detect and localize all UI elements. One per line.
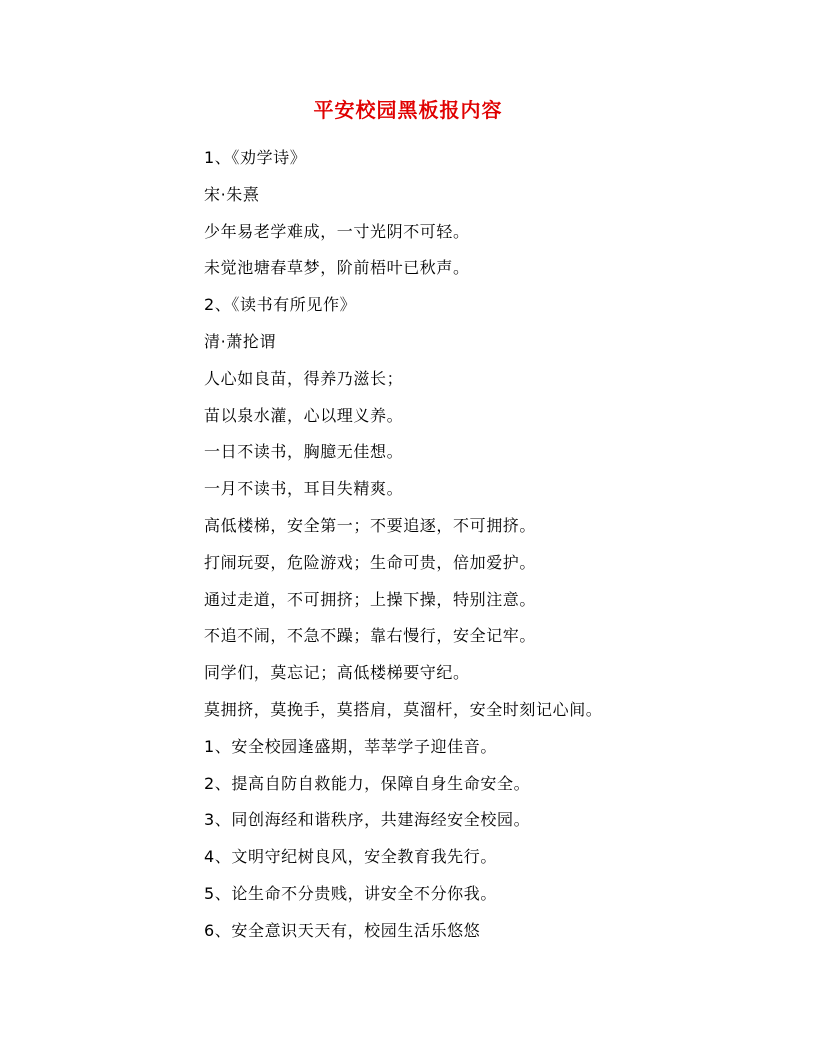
- text-line: 2、《读书有所见作》: [204, 295, 357, 315]
- text-line: 2、提高自防自救能力，保障自身生命安全。: [204, 773, 531, 793]
- document-body: [204, 140, 784, 950]
- text-line: 人心如良苗，得养乃滋长；: [204, 368, 404, 388]
- text-line: 3、同创海经和谐秩序，共建海经安全校园。: [204, 810, 531, 830]
- text-line: 1、安全校园逢盛期，莘莘学子迎佳音。: [204, 736, 497, 756]
- text-line: 宋·朱熹: [204, 184, 260, 204]
- text-line: 少年易老学难成，一寸光阴不可轻。: [204, 221, 470, 241]
- text-line: 同学们，莫忘记；高低楼梯要守纪。: [204, 663, 470, 683]
- text-line: 不追不闹，不急不躁；靠右慢行，安全记牢。: [204, 626, 537, 646]
- text-line: 6、安全意识天天有，校园生活乐悠悠: [204, 920, 481, 940]
- document-title: 平安校园黑板报内容: [313, 98, 503, 122]
- text-line: 未觉池塘春草梦，阶前梧叶已秋声。: [204, 258, 470, 278]
- text-line: 一月不读书，耳目失精爽。: [204, 479, 404, 499]
- text-line: 一日不读书，胸臆无佳想。: [204, 442, 404, 462]
- text-line: 苗以泉水灌，心以理义养。: [204, 405, 404, 425]
- text-line: 4、文明守纪树良风，安全教育我先行。: [204, 847, 497, 867]
- text-line: 通过走道，不可拥挤；上操下操，特别注意。: [204, 589, 537, 609]
- text-line: 1、《劝学诗》: [204, 148, 307, 167]
- text-line: 清·萧抡谓: [204, 331, 277, 351]
- text-line: 莫拥挤，莫挽手，莫搭肩，莫溜杆，安全时刻记心间。: [204, 699, 603, 719]
- text-line: 高低楼梯，安全第一；不要追逐，不可拥挤。: [204, 515, 537, 535]
- text-line: 5、论生命不分贵贱，讲安全不分你我。: [204, 883, 497, 903]
- text-line: 打闹玩耍，危险游戏；生命可贵，倍加爱护。: [204, 552, 537, 572]
